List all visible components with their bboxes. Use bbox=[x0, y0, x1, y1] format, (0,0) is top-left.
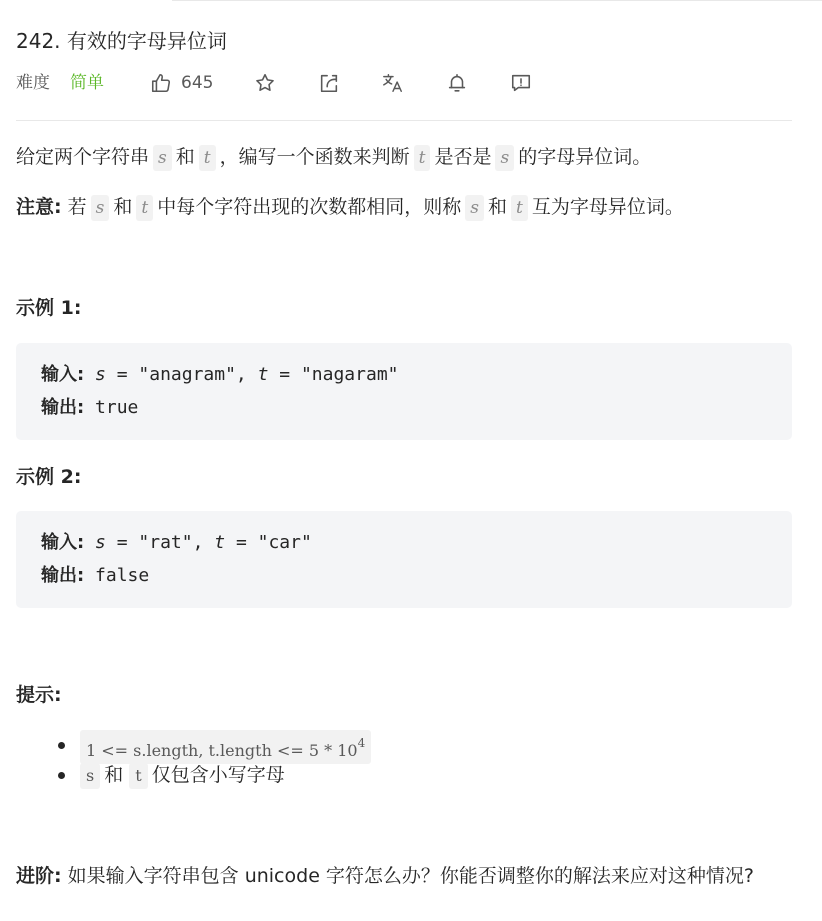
inline-code-constraint bbox=[80, 730, 371, 764]
value-t: = "car" bbox=[225, 532, 312, 553]
top-border bbox=[172, 0, 822, 1]
bullet-dot bbox=[58, 742, 65, 749]
text-segment: 和 bbox=[488, 196, 508, 218]
text-segment: 给定两个字符串 bbox=[16, 146, 150, 168]
share-icon[interactable] bbox=[318, 72, 340, 94]
text-segment: ，编写一个函数来判断 bbox=[219, 146, 410, 168]
text-segment: 是否是 bbox=[434, 146, 492, 168]
inline-code-t: t bbox=[199, 145, 216, 171]
example-2-codeblock bbox=[16, 511, 792, 608]
var-s: s bbox=[95, 532, 106, 553]
note-paragraph bbox=[16, 192, 684, 222]
inline-code-t: t bbox=[136, 195, 153, 221]
problem-meta-bar bbox=[16, 68, 792, 98]
description-paragraph bbox=[16, 142, 651, 172]
inline-code-t: t bbox=[511, 195, 528, 221]
text-segment: 和 bbox=[113, 196, 133, 218]
output-label: 输出: bbox=[41, 565, 85, 586]
like-count: 645 bbox=[181, 73, 214, 93]
output-value: true bbox=[95, 397, 139, 418]
hint-content bbox=[80, 760, 285, 790]
advanced-followup bbox=[16, 861, 792, 891]
var-t: t bbox=[214, 532, 226, 553]
example-1-heading: 示例 1: bbox=[16, 297, 82, 319]
text-segment: 仅包含小写字母 bbox=[151, 764, 285, 786]
difficulty-label: 难度 bbox=[16, 73, 50, 93]
example-2-input bbox=[41, 530, 312, 556]
example-1-input bbox=[41, 362, 399, 388]
like-button[interactable] bbox=[150, 68, 213, 98]
text-segment: 若 bbox=[67, 196, 87, 218]
example-2-heading: 示例 2: bbox=[16, 466, 82, 488]
example-2-output bbox=[41, 563, 149, 589]
output-label: 输出: bbox=[41, 397, 85, 418]
text-segment: 和 bbox=[175, 146, 195, 168]
note-label: 注意: bbox=[16, 196, 62, 218]
advance-label: 进阶: bbox=[16, 865, 62, 887]
constraint-text: 1 <= s.length, t.length <= 5 * 10 bbox=[86, 741, 358, 760]
star-icon[interactable] bbox=[254, 72, 276, 94]
feedback-icon[interactable] bbox=[510, 72, 532, 94]
example-1-codeblock bbox=[16, 343, 792, 440]
constraint-exponent: 4 bbox=[357, 736, 366, 750]
section-divider bbox=[16, 120, 792, 121]
inline-code-s: s bbox=[80, 763, 100, 789]
inline-code-s: s bbox=[495, 145, 514, 171]
var-t: t bbox=[257, 364, 269, 385]
text-segment: 的字母异位词。 bbox=[518, 146, 652, 168]
input-label: 输入: bbox=[41, 532, 85, 553]
inline-code-t: t bbox=[129, 763, 147, 789]
advance-text: 如果输入字符串包含 unicode 字符怎么办？你能否调整你的解法来应对这种情况? bbox=[67, 865, 755, 887]
example-1-output bbox=[41, 395, 138, 421]
inline-code-s: s bbox=[465, 195, 484, 221]
text-segment: 和 bbox=[104, 764, 124, 786]
inline-code-s: s bbox=[91, 195, 110, 221]
text-segment: 中每个字符出现的次数都相同，则称 bbox=[157, 196, 462, 218]
translate-icon[interactable] bbox=[382, 72, 404, 94]
inline-code-s: s bbox=[153, 145, 172, 171]
value-t: = "nagaram" bbox=[268, 364, 399, 385]
difficulty-value: 简单 bbox=[70, 73, 104, 93]
text-segment: 互为字母异位词。 bbox=[531, 196, 684, 218]
output-value: false bbox=[95, 565, 150, 586]
inline-code-t: t bbox=[414, 145, 431, 171]
hints-heading: 提示: bbox=[16, 684, 62, 706]
thumbs-up-icon bbox=[150, 72, 172, 94]
problem-title: 242. 有效的字母异位词 bbox=[16, 29, 227, 53]
bell-icon[interactable] bbox=[446, 72, 468, 94]
value-s: = "anagram", bbox=[105, 364, 258, 385]
bullet-dot bbox=[58, 772, 65, 779]
value-s: = "rat", bbox=[105, 532, 215, 553]
input-label: 输入: bbox=[41, 364, 85, 385]
var-s: s bbox=[95, 364, 106, 385]
